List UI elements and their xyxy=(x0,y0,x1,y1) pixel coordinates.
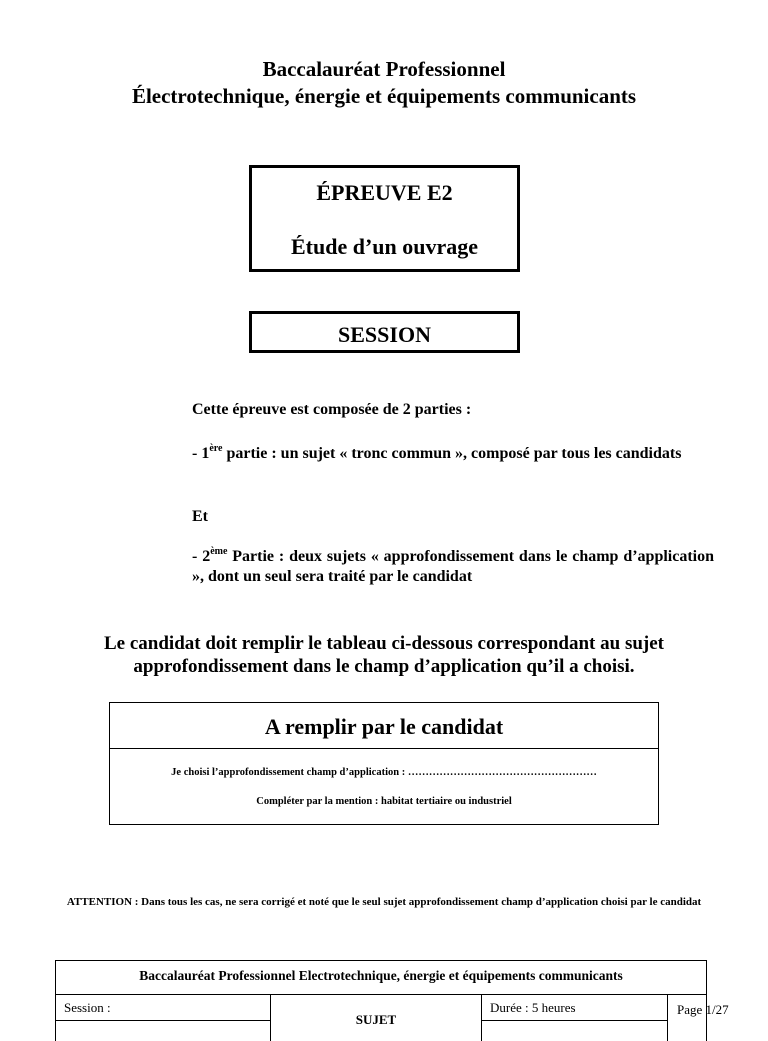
part1-prefix: - 1 xyxy=(192,445,210,462)
intro-paragraph: Cette épreuve est composée de 2 parties : xyxy=(192,401,472,418)
footer-session-label: Session : xyxy=(64,1000,111,1015)
footer-sujet-cell xyxy=(271,995,482,1041)
attention-note: ATTENTION : Dans tous les cas, ne sera corrigé et noté que le seul sujet approfondissement champ d’application choisi par le candidat xyxy=(66,896,702,908)
epreuve-subtitle: Étude d’un ouvrage xyxy=(290,234,479,259)
part2-prefix: - 2 xyxy=(192,548,211,565)
part1-paragraph xyxy=(192,444,714,464)
footer-table xyxy=(55,960,729,1041)
document-title-line2: Électrotechnique, énergie et équipements communicants xyxy=(131,84,637,108)
choice-field-line[interactable]: Je choisi l’approfondissement champ d’application : ……………………………………………… xyxy=(171,767,597,778)
part2-superscript: ème xyxy=(210,546,228,557)
candidate-fill-table xyxy=(109,702,659,825)
epreuve-title: ÉPREUVE E2 xyxy=(316,180,453,205)
fill-table-header-text: A remplir par le candidat xyxy=(264,714,504,739)
part1-superscript: ère xyxy=(209,443,223,454)
epreuve-box xyxy=(249,165,520,272)
footer-title-row xyxy=(56,961,706,995)
session-box xyxy=(249,311,520,353)
footer-session-divider xyxy=(56,1020,270,1021)
footer-title-text: Baccalauréat Professionnel Electrotechnique, énergie et équipements communicants xyxy=(139,968,623,983)
footer-sujet-label: SUJET xyxy=(355,1012,397,1027)
footer-duree-cell xyxy=(482,995,668,1041)
footer-duree-divider xyxy=(482,1020,667,1021)
et-paragraph: Et xyxy=(192,508,208,525)
part1-text: partie : un sujet « tronc commun », composé par tous les candidats xyxy=(222,445,682,462)
footer-page-cell xyxy=(668,995,729,1041)
fill-table-header xyxy=(110,703,658,749)
part2-text: Partie : deux sujets « approfondissement dans le champ d’application », dont un seul sera traité par le candidat xyxy=(192,548,715,585)
candidate-instruction: Le candidat doit remplir le tableau ci-dessous correspondant au sujet approfondissement dans le champ d’application qu’il a choisi. xyxy=(104,633,664,677)
part2-paragraph xyxy=(192,547,714,587)
mention-instruction: Compléter par la mention : habitat tertiaire ou industriel xyxy=(256,796,512,807)
footer-duree-label: Durée : 5 heures xyxy=(490,1000,576,1015)
document-title-line1: Baccalauréat Professionnel xyxy=(262,57,506,81)
footer-page-label: Page 1/27 xyxy=(677,1002,729,1017)
footer-session-cell xyxy=(56,995,271,1041)
session-label: SESSION xyxy=(338,322,431,347)
